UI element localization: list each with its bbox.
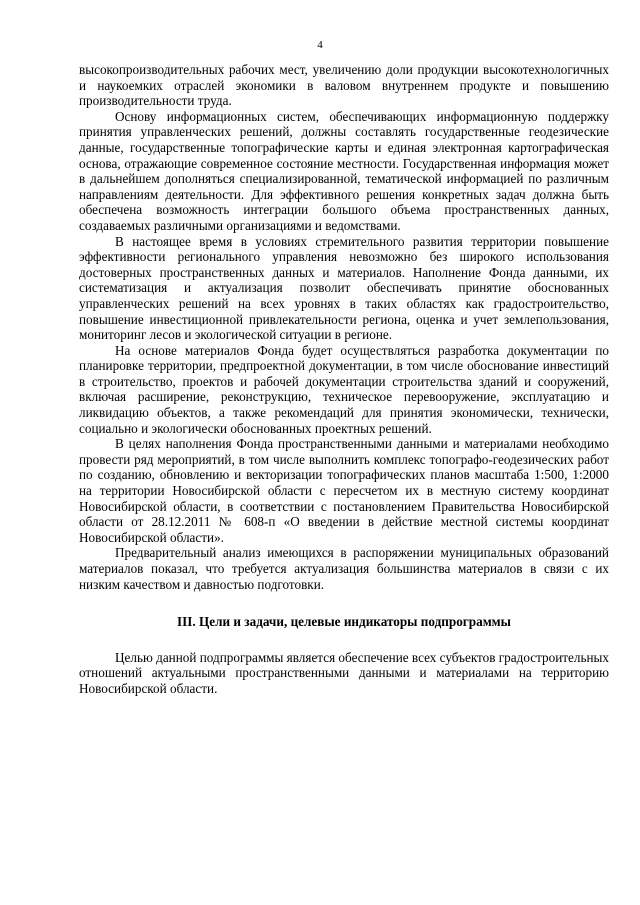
page-number: 4 [317, 39, 323, 51]
paragraph-information-systems: Основу информационных систем, обеспечивающих информационную поддержку принятия управленческих решений, должны составлять государственные геодезические данные, государственные топографические карты и единая электронная картографическая основа, отражающие современное состояние местности. Государственная информация может в дальнейшем дополняться специализированной, тематической информацией по различным направлениям деятельности. Для эффективного решения конкретных задач должна быть обеспечена возможность интеграции большого объема пространственных данных, создаваемых различными организациями и ведомствами. [79, 108, 609, 233]
paragraph-fund-filling: В целях наполнения Фонда пространственными данными и материалами необходимо провести ряд мероприятий, в том числе выполнить комплекс топографо-геодезических работ по созданию, обновлению и векторизации топографических планов масштаба 1:500, 1:2000 на территории Новосибирской области с пересчетом их в местную систему координат Новосибирской области, в соответствии с постановлением Правительства Новосибирской области от 28.12.2011 № 608-п «О введении в действие местной системы координат Новосибирской области». [79, 436, 609, 545]
paragraph-preliminary-analysis: Предварительный анализ имеющихся в распоряжении муниципальных образований материалов показал, что требуется актуализация большинства материалов в связи с их низким качеством и давностью подготовки. [79, 545, 609, 592]
paragraph-continuation: высокопроизводительных рабочих мест, увеличению доли продукции высокотехнологичных и наукоемких отраслей экономики в валовом внутреннем продукте и повышению производительности труда. [79, 62, 609, 109]
document-body [79, 62, 609, 697]
paragraph-subprogram-goal: Целью данной подпрограммы является обеспечение всех субъектов градостроительных отношений актуальными пространственными данными и материалами на территорию Новосибирской области. [79, 649, 609, 696]
paragraph-fund-materials: На основе материалов Фонда будет осуществляться разработка документации по планировке территории, предпроектной документации, в том числе обоснование инвестиций в строительство, проектов и рабочей документации строительства зданий и сооружений, включая расширение, реконструкцию, техническое перевооружение, эксплуатацию и ликвидацию объектов, а также рекомендаций для принятия экономически, технически, социально и экологически обоснованных проектных решений. [79, 342, 609, 436]
paragraph-regional-management: В настоящее время в условиях стремительного развития территории повышение эффективности регионального управления невозможно без широкого использования достоверных пространственных данных и материалов. Наполнение Фонда данными, их систематизация и актуализация позволит обеспечивать принятие обоснованных управленческих решений на всех уровнях в таких областях как градостроительство, повышение инвестиционной привлекательности региона, оценка и учет землепользования, мониторинг лесов и экологической ситуации в регионе. [79, 233, 609, 343]
section-heading: III. Цели и задачи, целевые индикаторы подпрограммы [177, 614, 511, 630]
